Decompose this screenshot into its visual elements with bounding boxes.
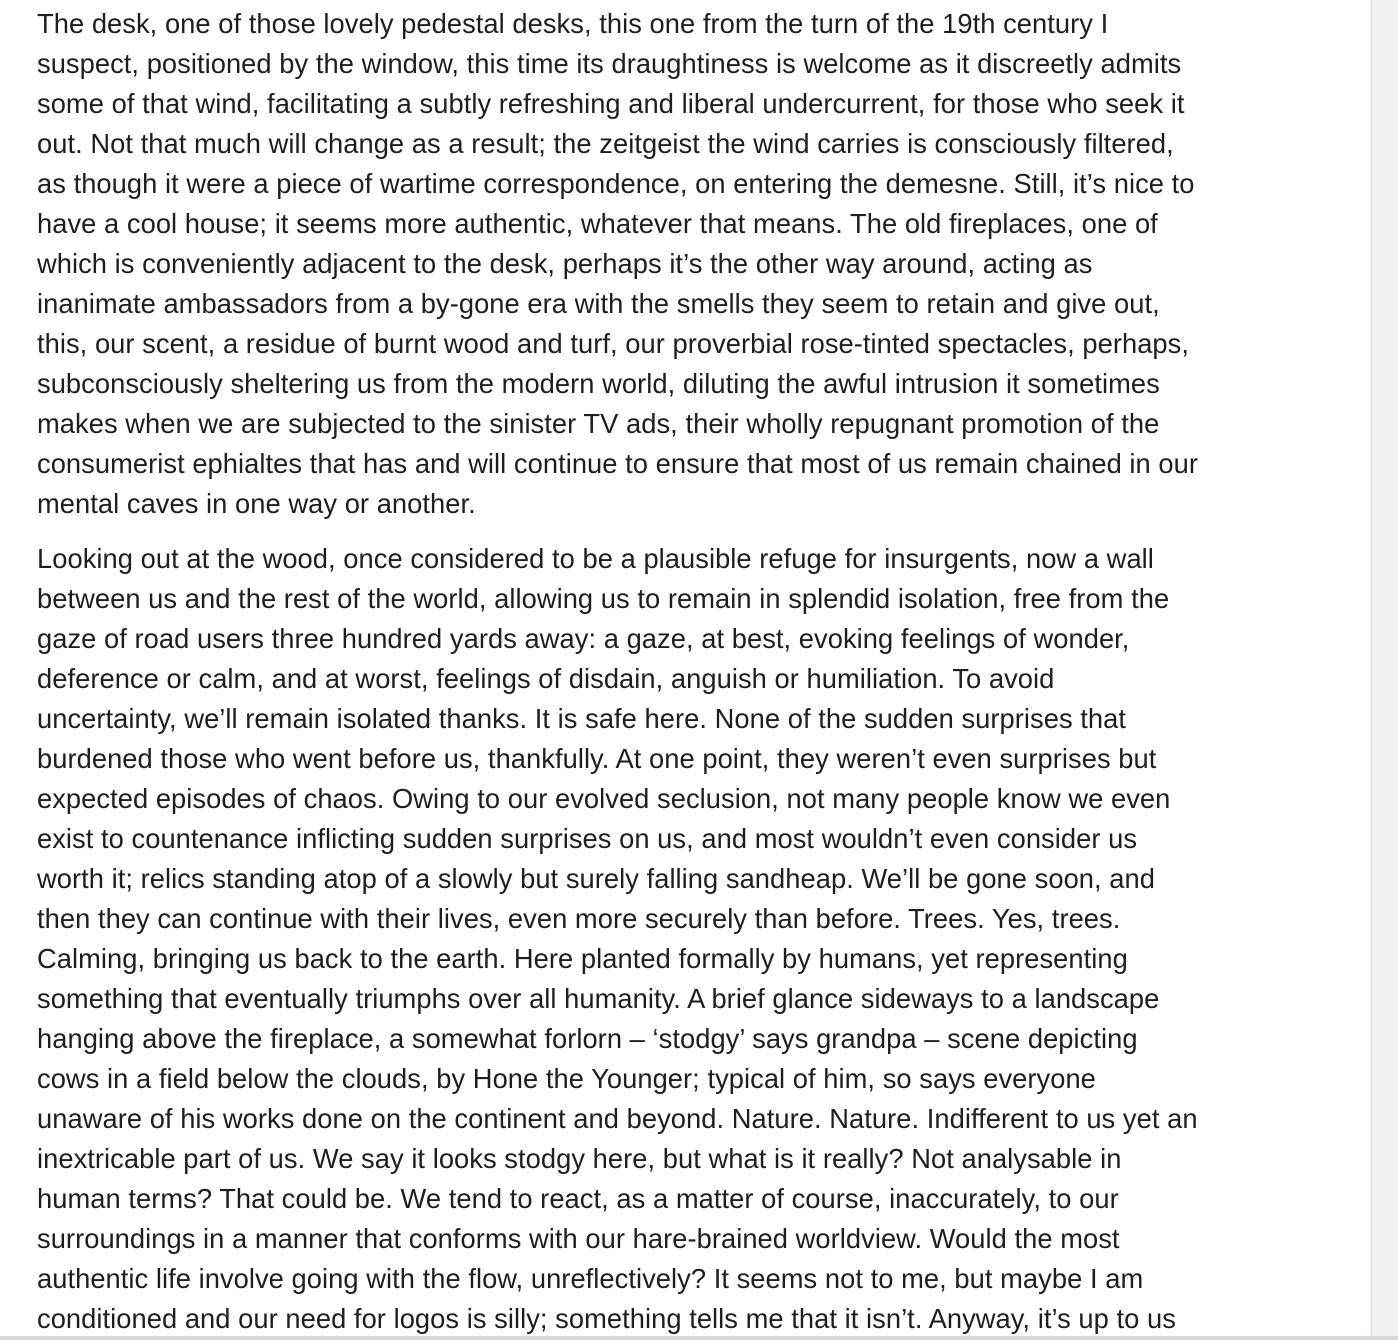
document-body: [37, 4, 1353, 1340]
text-line: suspect, positioned by the window, this time its draughtiness is welcome as it discreetly admits: [37, 48, 1182, 79]
text-line: burdened those who went before us, thankfully. At one point, they weren’t even surprises but: [37, 743, 1157, 774]
text-line: gaze of road users three hundred yards away: a gaze, at best, evoking feelings of wonder,: [37, 623, 1130, 654]
text-line: then they can continue with their lives, even more securely than before. Trees. Yes, trees.: [37, 903, 1121, 934]
text-line: unaware of his works done on the continent and beyond. Nature. Nature. Indifferent to us yet an: [37, 1103, 1198, 1134]
text-line: this, our scent, a residue of burnt wood and turf, our proverbial rose-tinted spectacles, perhaps,: [37, 328, 1189, 359]
text-line: surroundings in a manner that conforms with our hare-brained worldview. Would the most: [37, 1223, 1120, 1254]
text-line: deference or calm, and at worst, feelings of disdain, anguish or humiliation. To avoid: [37, 663, 1055, 694]
text-line: as though it were a piece of wartime correspondence, on entering the demesne. Still, it’s nice to: [37, 168, 1195, 199]
text-line: authentic life involve going with the flow, unreflectively? It seems not to me, but maybe I am: [37, 1263, 1144, 1294]
text-line: which is conveniently adjacent to the desk, perhaps it’s the other way around, acting as: [37, 248, 1093, 279]
paragraph-2: [37, 539, 1353, 1339]
text-line: worth it; relics standing atop of a slowly but surely falling sandheap. We’ll be gone soon, and: [37, 863, 1156, 894]
paragraph-1: [37, 4, 1353, 524]
text-line: something that eventually triumphs over all humanity. A brief glance sideways to a landscape: [37, 983, 1160, 1014]
text-line: makes when we are subjected to the sinister TV ads, their wholly repugnant promotion of the: [37, 408, 1160, 439]
text-line: inextricable part of us. We say it looks stodgy here, but what is it really? Not analysable in: [37, 1143, 1122, 1174]
text-line: hanging above the fireplace, a somewhat forlorn – ‘stodgy’ says grandpa – scene depicting: [37, 1023, 1138, 1054]
text-line: mental caves in one way or another.: [37, 488, 476, 519]
text-line: have a cool house; it seems more authentic, whatever that means. The old fireplaces, one of: [37, 208, 1158, 239]
text-line: expected episodes of chaos. Owing to our evolved seclusion, not many people know we even: [37, 783, 1171, 814]
bottom-divider: [0, 1336, 1398, 1340]
text-line: consumerist ephialtes that has and will continue to ensure that most of us remain chained in our: [37, 448, 1199, 479]
text-line: The desk, one of those lovely pedestal desks, this one from the turn of the 19th century I: [37, 8, 1109, 39]
text-line: human terms? That could be. We tend to react, as a matter of course, inaccurately, to our: [37, 1183, 1119, 1214]
text-line: between us and the rest of the world, allowing us to remain in splendid isolation, free from the: [37, 583, 1170, 614]
text-line: Looking out at the wood, once considered to be a plausible refuge for insurgents, now a wall: [37, 543, 1154, 574]
text-line: uncertainty, we’ll remain isolated thanks. It is safe here. None of the sudden surprises that: [37, 703, 1127, 734]
text-line: inanimate ambassadors from a by-gone era with the smells they seem to retain and give out,: [37, 288, 1160, 319]
text-line: conditioned and our need for logos is silly; something tells me that it isn’t. Anyway, it’s up to us: [37, 1303, 1176, 1334]
text-line: exist to countenance inflicting sudden surprises on us, and most wouldn’t even consider us: [37, 823, 1138, 854]
text-line: out. Not that much will change as a result; the zeitgeist the wind carries is consciously filtered,: [37, 128, 1174, 159]
text-line: cows in a field below the clouds, by Hone the Younger; typical of him, so says everyone: [37, 1063, 1096, 1094]
text-line: some of that wind, facilitating a subtly refreshing and liberal undercurrent, for those who seek it: [37, 88, 1185, 119]
text-line: Calming, bringing us back to the earth. Here planted formally by humans, yet representing: [37, 943, 1128, 974]
text-line: subconsciously sheltering us from the modern world, diluting the awful intrusion it sometimes: [37, 368, 1160, 399]
scrollbar-track[interactable]: [1371, 0, 1398, 1340]
